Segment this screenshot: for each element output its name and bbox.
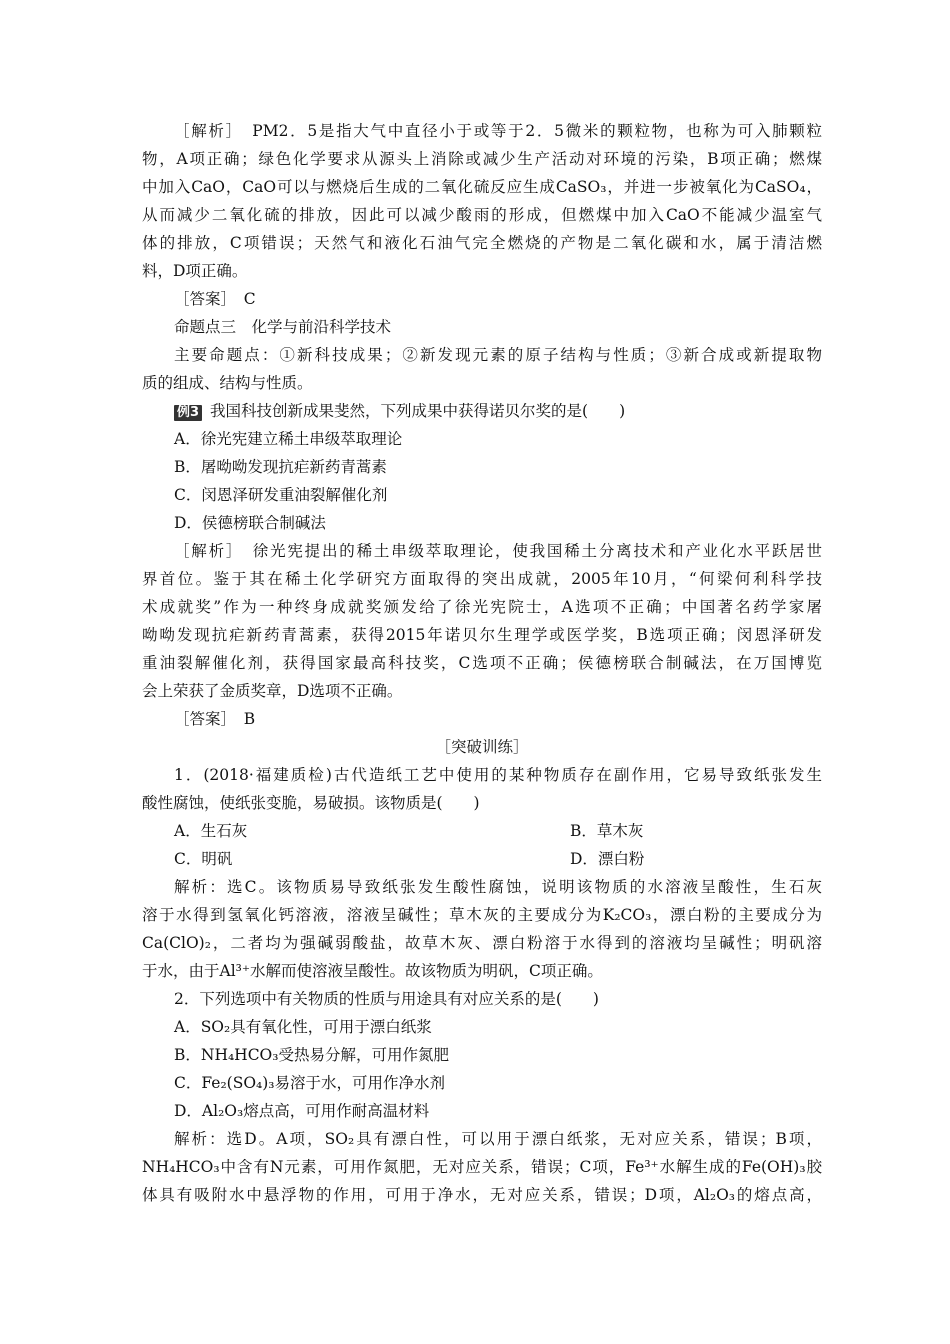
- solution-line: 解析：选D。A项，SO₂具有漂白性，可以用于漂白纸浆，无对应关系，错误；B项，: [174, 1130, 822, 1148]
- analysis-line: 物，A项正确；绿色化学要求从源头上消除或减少生产活动对环境的污染，B项正确；燃煤: [142, 150, 822, 168]
- option-d: D．漂白粉: [570, 850, 645, 868]
- analysis-line: 重油裂解催化剂，获得国家最高科技奖，C选项不正确；侯德榜联合制碱法，在万国博览: [142, 654, 822, 672]
- solution-line: 溶于水得到氢氧化钙溶液，溶液呈碱性；草木灰的主要成分为K₂CO₃，漂白粉的主要成分为: [142, 906, 822, 924]
- analysis-line: 呦呦发现抗疟新药青蒿素，获得2015年诺贝尔生理学或医学奖，B选项正确；闵恩泽研发: [142, 626, 822, 644]
- analysis-line: ［解析］ 徐光宪提出的稀土串级萃取理论，使我国稀土分离技术和产业化水平跃居世: [174, 542, 822, 560]
- solution-line: NH₄HCO₃中含有N元素，可用作氮肥，无对应关系，错误；C项，Fe³⁺水解生成的Fe(OH)₃胶: [142, 1158, 822, 1176]
- solution-line: 于水，由于Al³⁺水解而使溶液呈酸性。故该物质为明矾，C项正确。: [142, 962, 603, 980]
- option-b: B．NH₄HCO₃受热易分解，可用作氮肥: [174, 1046, 449, 1064]
- question-line: 酸性腐蚀，使纸张变脆，易破损。该物质是( ): [142, 794, 480, 812]
- solution-line: 体具有吸附水中悬浮物的作用，可用于净水，无对应关系，错误；D项，Al₂O₃的熔点高，: [142, 1186, 822, 1204]
- answer-line: ［答案］ C: [174, 290, 256, 308]
- analysis-line: 体的排放，C项错误；天然气和液化石油气完全燃烧的产物是二氧化碳和水，属于清洁燃: [142, 234, 822, 252]
- option-d: D．侯德榜联合制碱法: [174, 514, 326, 532]
- option-d: D．Al₂O₃熔点高，可用作耐高温材料: [174, 1102, 430, 1120]
- question-line: 2．下列选项中有关物质的性质与用途具有对应关系的是( ): [174, 990, 599, 1008]
- example-question: [174, 401, 822, 421]
- intro-line: 主要命题点：①新科技成果；②新发现元素的原子结构与性质；③新合成或新提取物: [174, 346, 822, 364]
- analysis-line: 料，D项正确。: [142, 262, 248, 280]
- answer-line: ［答案］ B: [174, 710, 256, 728]
- analysis-line: 会上荣获了金质奖章，D选项不正确。: [142, 682, 403, 700]
- analysis-line: 术成就奖”作为一种终身成就奖颁发给了徐光宪院士，A选项不正确；中国著名药学家屠: [142, 598, 822, 616]
- analysis-line: 界首位。鉴于其在稀土化学研究方面取得的突出成就，2005年10月，“何梁何利科学技: [142, 570, 822, 588]
- option-a: A．生石灰: [174, 822, 248, 840]
- analysis-line: 从而减少二氧化硫的排放，因此可以减少酸雨的形成，但燃煤中加入CaO不能减少温室气: [142, 206, 822, 224]
- solution-line: 解析：选C。该物质易导致纸张发生酸性腐蚀，说明该物质的水溶液呈酸性，生石灰: [174, 878, 822, 896]
- example-badge: 例3: [174, 405, 202, 421]
- solution-line: Ca(ClO)₂，二者均为强碱弱酸盐，故草木灰、漂白粉溶于水得到的溶液均呈碱性；明矾溶: [142, 934, 822, 952]
- option-a: A．SO₂具有氧化性，可用于漂白纸浆: [174, 1018, 432, 1036]
- option-c: C．闵恩泽研发重油裂解催化剂: [174, 486, 388, 504]
- option-b: B．屠呦呦发现抗疟新药青蒿素: [174, 458, 387, 476]
- option-b: B．草木灰: [570, 822, 644, 840]
- example-question-text: 我国科技创新成果斐然，下列成果中获得诺贝尔奖的是( ): [210, 402, 626, 420]
- option-c: C．Fe₂(SO₄)₃易溶于水，可用作净水剂: [174, 1074, 446, 1092]
- training-section-title: ［突破训练］: [435, 738, 529, 756]
- intro-line: 质的组成、结构与性质。: [142, 374, 313, 392]
- section-heading: 命题点三 化学与前沿科学技术: [174, 318, 392, 336]
- analysis-line: 中加入CaO，CaO可以与燃烧后生成的二氧化硫反应生成CaSO₃，并进一步被氧化为CaSO₄，: [142, 178, 822, 196]
- option-c: C．明矾: [174, 850, 233, 868]
- option-a: A．徐光宪建立稀土串级萃取理论: [174, 430, 403, 448]
- question-line: 1．(2018·福建质检)古代造纸工艺中使用的某种物质存在副作用，它易导致纸张发生: [174, 766, 822, 784]
- analysis-line: ［解析］ PM2．5是指大气中直径小于或等于2．5微米的颗粒物，也称为可入肺颗粒: [174, 122, 822, 140]
